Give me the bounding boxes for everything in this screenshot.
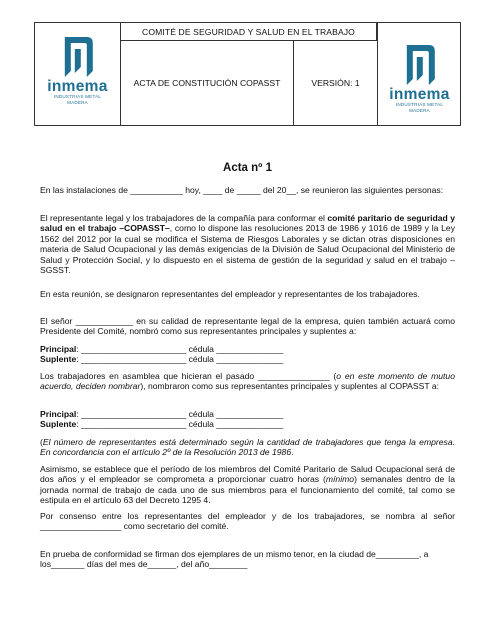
paragraph-purpose-committee-name: comité paritario de seguridad y salud en el trabajo –COPASST– [40, 213, 455, 234]
document-title: Acta nº 1 [223, 162, 272, 174]
logo-brand-text: inmema [47, 78, 108, 95]
document-name: ACTA DE CONSTITUCIÓN COPASST [120, 41, 294, 125]
suplente-label: Suplente [40, 354, 77, 364]
principal-label: Principal [40, 344, 77, 354]
paragraph-secretary: Por consenso entre los representantes del empleador y de los trabajadores, se nombra al señor _________________ como secretario del comité. [40, 511, 455, 532]
paragraph-intro: En las instalaciones de ___________ hoy, ____ de _____ del 20__, se reunieron las siguientes personas: [40, 185, 444, 195]
workers-principal-line [40, 409, 283, 419]
principal-label: Principal [40, 409, 77, 419]
logo-tagline: INDUSTRIAS METAL MADERA [53, 94, 102, 105]
paragraph-designation: En esta reunión, se designaron representantes del empleador y representantes de los trabajadores. [40, 289, 420, 299]
inmema-logo-icon [58, 33, 96, 79]
company-logo-right [389, 41, 449, 114]
suplente-blank: : ______________________ cédula ______________ [76, 419, 284, 429]
principal-blank: : ______________________ cédula ______________ [76, 344, 284, 354]
employer-principal-line [40, 344, 283, 354]
paragraph-purpose [40, 213, 455, 275]
committee-title: COMITÉ DE SEGURIDAD Y SALUD EN EL TRABAJO [120, 23, 377, 41]
header-logo-cell-left [35, 23, 120, 125]
suplente-label: Suplente [40, 419, 77, 429]
paragraph-purpose-part-c: , como lo dispone las resoluciones 2013 de 1986 y 1016 de 1989 y la Ley 1562 del 2012 por la cual se modifica el Sistema de Riesgos Laborales y se dictan otras disposiciones en materia de Salud Ocupacional y las demás exigencias de la División de Salud Ocupacional del Ministerio de Salud y Protección Social, y lo dispuesto en el sistema de gestión de la seguridad y salud en el trabajo –SGSST. [40, 223, 456, 276]
note-open: ( [40, 437, 43, 447]
workers-part-c: ), nombraron como sus representantes principales y suplentes al COPASST a: [140, 381, 440, 392]
note-italic-text: El número de representantes está determinado según la cantidad de trabajadores que tenga la empresa. En concordancia con el artículo 2º de la Resolución 2013 de 1986 [40, 437, 455, 458]
note-close: . [291, 447, 294, 458]
paragraph-legal-representative: El señor ____________ en su calidad de representante legal de la empresa, quien también actuará como Presidente del Comité, nombró como sus representantes principales y suplentes a: [40, 316, 455, 337]
employer-suplente-line [40, 354, 283, 364]
company-logo-left [47, 33, 107, 106]
header-logo-cell-right [377, 23, 461, 125]
document-version: VERSIÓN: 1 [311, 78, 360, 88]
logo-tagline: INDUSTRIAS METAL MADERA [395, 102, 444, 113]
paragraph-purpose-part-a: El representante legal y los trabajadores de la compañía para conformar el [40, 213, 328, 223]
principal-blank: : ______________________ cédula ______________ [76, 409, 284, 419]
document-header-table [34, 22, 461, 126]
inmema-logo-icon [400, 41, 438, 87]
period-part-c: ) semanales dentro de la jornada normal de trabajo de cada uno de sus miembros para el funcionamiento del comité, tal como se estipula en el artículo 63 del Decreto 1295 4. [40, 474, 455, 506]
logo-brand-text: inmema [389, 86, 450, 103]
workers-suplente-line [40, 419, 283, 429]
workers-italic-note: o en este momento de mutuo acuerdo, deciden nombrar [40, 371, 455, 392]
workers-part-a: Los trabajadores en asamblea que hicieran el pasado _______________ ( [40, 371, 337, 381]
suplente-blank: : ______________________ cédula ______________ [76, 354, 284, 364]
paragraph-workers-assembly [40, 371, 455, 392]
paragraph-committee-period [40, 464, 455, 506]
period-part-a: Asimismo, se establece que el período de los miembros del Comité Paritario de Salud Ocupacional será de dos años y el empleador se comprometa a proporcionar cuatro horas ( [40, 464, 455, 485]
period-italic-minimum: mínimo [325, 474, 355, 485]
paragraph-representatives-note [40, 437, 455, 458]
paragraph-signature-closing: En prueba de conformidad se firman dos ejemplares de un mismo tenor, en la ciudad de_________, a los_______ días del mes de______, del año________ [40, 549, 429, 570]
